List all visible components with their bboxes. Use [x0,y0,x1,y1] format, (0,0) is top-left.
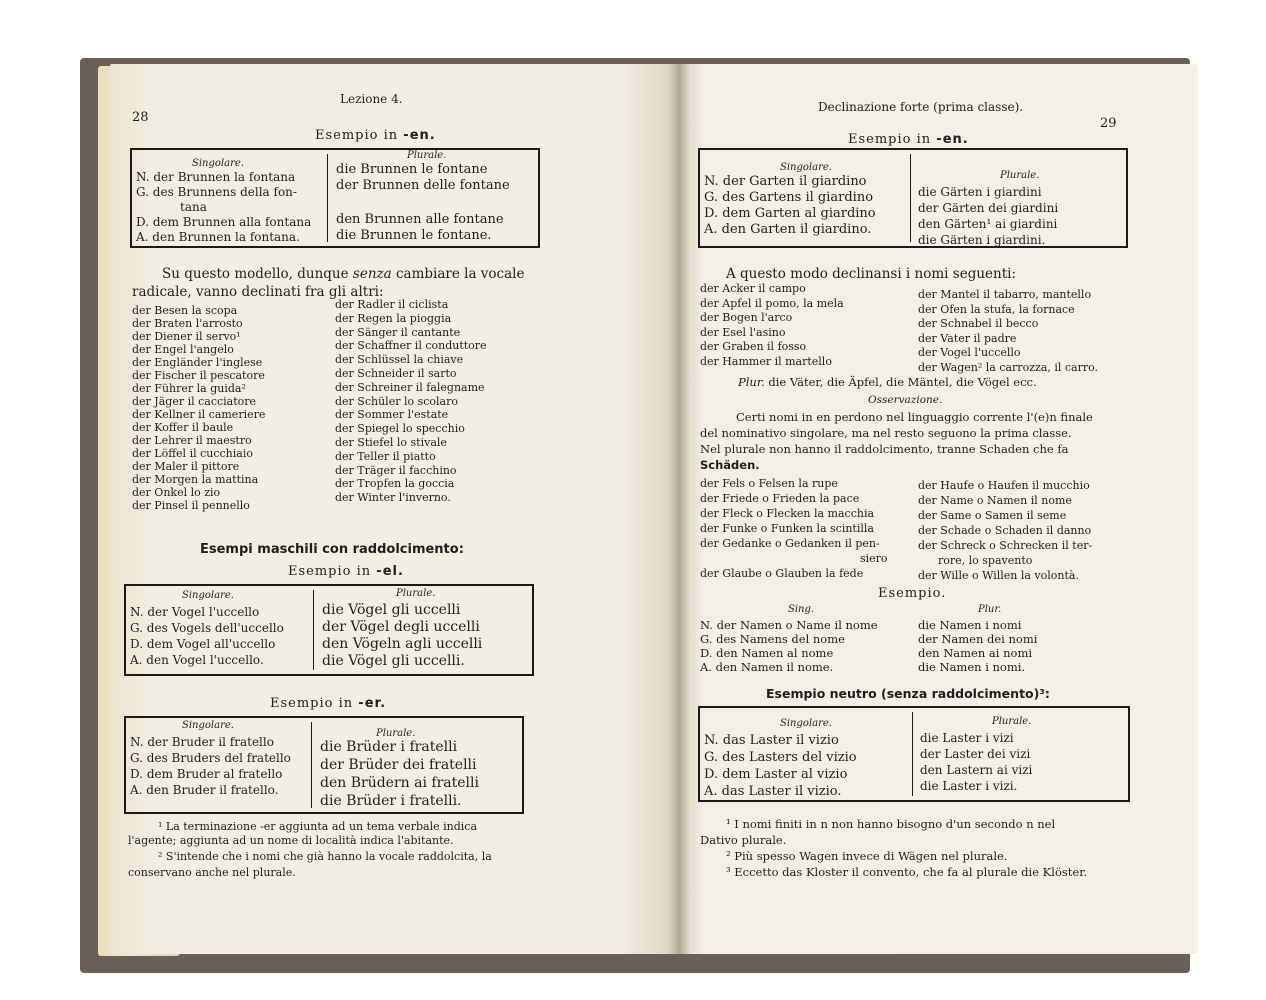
list-item: der Hammer il martello [700,354,832,368]
plural-column [320,738,479,810]
table-cell: die Brunnen le fontane [336,162,488,177]
footnote: ² Più spesso Wagen invece di Wägen nel plurale. [726,849,1008,863]
list-item: der Teller il piatto [335,449,436,463]
list-item: der Onkel lo zio [132,486,221,499]
footnote: ² S'intende che i nomi che già hanno la vocale raddolcita, la [158,850,492,863]
list-item: siero [860,552,888,565]
col-header-singular: Singolare. [192,158,244,169]
list-item: der Schneider il sarto [335,366,457,380]
table-cell: der Brüder dei fratelli [320,757,477,773]
list-item: der Schreck o Schrecken il ter- [918,539,1093,552]
col-header-plural: Plurale. [992,716,1032,727]
list-item: der Spiegel lo specchio [335,422,465,436]
table-cell: den Gärten¹ ai giardini [918,217,1058,231]
example-plural [918,618,1037,674]
list-item: die Namen i nomi [918,618,1022,632]
example-title: Esempio. [878,586,947,601]
noun-list-c [700,476,888,581]
singular-column [704,732,857,800]
table-cell: G. des Gartens il giardino [704,190,874,205]
table-cell: D. dem Garten al giardino [704,206,876,221]
table-cell: tana [180,200,207,214]
list-item: der Braten l'arrosto [132,317,243,330]
col-header-plural: Plurale. [407,150,447,161]
table-cell: G. des Bruders del fratello [130,751,291,765]
list-item: der Sommer l'estate [335,408,449,422]
list-item: der Jäger il cacciatore [132,395,257,408]
paragraph: Su questo modello, dunque senza cambiare la vocale [162,266,525,282]
list-item: der Namen dei nomi [918,632,1038,646]
left-page [110,64,678,954]
list-item: der Kellner il cameriere [132,408,266,421]
list-item: der Name o Namen il nome [918,494,1072,507]
table-cell: der Vögel degli uccelli [322,619,480,635]
list-item: der Lehrer il maestro [132,434,252,447]
noun-list-d [918,478,1092,583]
list-item: der Sänger il cantante [335,325,461,339]
list-item: der Wagen² la carrozza, il carro. [918,360,1099,374]
col-header-singular: Singolare. [780,718,832,729]
paragraph: Schäden. [700,458,760,472]
open-book [70,58,1200,978]
table-cell: A. den Bruder il fratello. [130,783,279,797]
list-item: der Morgen la mattina [132,473,259,486]
col-header-singular: Singolare. [182,590,234,601]
table-cell: A. den Brunnen la fontana. [136,230,300,244]
list-item: N. der Namen o Name il nome [700,618,878,632]
list-item: der Schaffner il conduttore [335,339,487,353]
observation-title: Osservazione. [868,394,943,406]
list-item: der Fels o Felsen la rupe [700,477,838,490]
list-item: der Winter l'inverno. [335,491,451,505]
page-number: 29 [1100,116,1117,131]
table-cell: D. dem Bruder al fratello [130,767,283,781]
list-item: der Schade o Schaden il danno [918,524,1092,537]
list-item: der Diener il servo¹ [132,330,241,343]
declension-table [124,716,524,814]
section-heading: Esempi maschili con raddolcimento: [200,542,464,557]
list-item: der Gedanke o Gedanken il pen- [700,537,880,550]
table-cell: N. das Laster il vizio [704,733,839,748]
table-cell: den Brunnen alle fontane [336,212,504,227]
list-item: der Schlüssel la chiave [335,353,464,367]
list-item: rore, lo spavento [938,554,1033,567]
list-item: der Fleck o Flecken la macchia [700,507,875,520]
section-heading: Esempio neutro (senza raddolcimento)³: [766,686,1050,701]
list-item: der Maler il pittore [132,460,240,473]
plural-column [920,730,1032,794]
table-cell: der Gärten dei giardini [918,201,1059,215]
table-cell: die Gärten i giardini [918,185,1042,199]
table-cell: die Laster i vizi. [920,779,1018,793]
table-cell: die Vögel gli uccelli [322,602,461,618]
table-cell: N. der Brunnen la fontana [136,170,296,184]
list-item: der Vogel l'uccello [918,346,1021,359]
running-header: Declinazione forte (prima classe). [818,100,1024,114]
running-header: Lezione 4. [340,92,403,106]
singular-column [136,170,311,245]
list-item: der Haufe o Haufen il mucchio [918,479,1090,492]
book-gutter [668,64,690,954]
example-title: Esempio in -el. [288,564,404,579]
table-cell: N. der Garten il giardino [704,174,867,189]
paragraph: Certi nomi in en perdono nel linguaggio corrente l'(e)n finale [736,410,1093,424]
list-item: der Tropfen la goccia [335,477,455,491]
noun-list-b [918,288,1098,375]
right-page [678,64,1198,954]
paragraph: del nominativo singolare, ma nel resto seguono la prima classe. [700,426,1072,440]
table-cell: D. dem Vogel all'uccello [130,637,276,651]
paragraph: A questo modo declinansi i nomi seguenti: [726,266,1016,282]
list-item: der Funke o Funken la scintilla [700,522,874,535]
singular-column [130,604,284,668]
table-cell: der Brunnen delle fontane [336,178,510,193]
example-title: Esempio in -en. [848,132,969,147]
table-cell: die Brüder i fratelli [320,739,458,755]
list-item: der Vater il padre [918,331,1017,345]
table-cell: die Gärten i giardini. [918,233,1046,247]
list-item: der Graben il fosso [700,340,807,353]
table-cell: A. das Laster il vizio. [704,784,842,799]
col-header-singular: Sing. [788,604,815,615]
list-item: der Schnabel il becco [918,317,1039,330]
list-item: G. des Namens del nome [700,632,845,646]
list-item: der Ofen la stufa, la fornace [918,302,1075,316]
list-item: der Regen la pioggia [335,311,452,325]
singular-column [704,174,876,238]
table-cell: die Vögel gli uccelli. [322,653,465,669]
list-item: D. den Namen al nome [700,646,834,660]
table-cell: den Vögeln agli uccelli [322,636,483,652]
list-item: der Engel l'angelo [132,343,234,356]
list-item: der Schüler lo scolaro [335,394,458,408]
list-item: der Acker il campo [700,282,806,295]
table-cell: G. des Vogels dell'uccello [130,621,284,635]
list-item: der Glaube o Glauben la fede [700,567,864,580]
list-item: der Mantel il tabarro, mantello [918,288,1092,301]
footnote: conservano anche nel plurale. [128,866,296,879]
list-item: der Stiefel lo stivale [335,435,447,449]
list-item: die Namen i nomi. [918,660,1026,674]
list-item: den Namen ai nomi [918,646,1033,660]
noun-list-a [132,304,265,512]
footnote: ¹ La terminazione -er aggiunta ad un tema verbale indica [158,820,478,833]
table-cell: den Lastern ai vizi [920,763,1033,777]
col-header-plural: Plurale. [396,588,436,599]
list-item: der Schreiner il falegname [335,380,485,394]
footnote: Dativo plurale. [700,833,787,847]
table-cell: den Brüdern ai fratelli [320,775,479,791]
noun-list-b [335,298,487,505]
list-item: der Besen la scopa [132,304,238,317]
col-header-singular: Singolare. [182,720,234,731]
plural-column [322,602,482,670]
list-item: der Engländer l'inglese [132,356,263,369]
declension-table [698,148,1128,248]
plural-column [918,184,1058,248]
col-header-singular: Singolare. [780,162,832,173]
example-title: Esempio in -er. [270,696,387,711]
table-cell: A. den Vogel l'uccello. [130,653,264,667]
list-item: der Träger il facchino [335,463,457,477]
singular-column [130,734,291,798]
list-item: A. den Namen il nome. [700,660,834,674]
footnote: ¹ I nomi finiti in n non hanno bisogno d'un secondo n nel [726,817,1056,831]
declension-table [698,706,1130,802]
table-cell: G. des Lasters del vizio [704,750,857,765]
col-header-plural: Plurale. [1000,170,1040,181]
table-cell: die Laster i vizi [920,731,1014,745]
list-item: der Same o Samen il seme [918,509,1067,522]
list-item: der Pinsel il pennello [132,499,250,512]
table-cell: N. der Bruder il fratello [130,735,274,749]
list-item: der Radler il ciclista [335,298,449,311]
paragraph: Nel plurale non hanno il raddolcimento, tranne Schaden che fa [700,442,1069,456]
plural-column [336,162,510,244]
list-item: der Koffer il baule [132,421,234,434]
table-cell: der Laster dei vizi [920,747,1031,761]
table-cell: D. dem Laster al vizio [704,767,848,782]
list-item: der Friede o Frieden la pace [700,492,860,505]
list-item: der Löffel il cucchiaio [132,447,253,460]
list-item: der Fischer il pescatore [132,369,265,382]
footnote: ³ Eccetto das Kloster il convento, che fa al plurale die Klöster. [726,865,1088,879]
declension-table [124,584,534,676]
table-cell: A. den Garten il giardino. [704,222,872,237]
example-singular [700,618,878,674]
table-cell: G. des Brunnens della fon- [136,185,297,199]
table-cell: N. der Vogel l'uccello [130,605,260,619]
list-item: der Bogen l'arco [700,311,793,324]
table-cell: die Brüder i fratelli. [320,793,462,809]
declension-table [130,148,540,248]
noun-list-a [700,282,844,369]
list-item: der Esel l'asino [700,325,786,339]
footnote: l'agente; aggiunta ad un nome di località indica l'abitante. [128,834,454,847]
list-item: der Wille o Willen la volontà. [918,569,1079,582]
col-header-plural: Plurale. [376,728,416,739]
table-cell: D. dem Brunnen alla fontana [136,215,312,229]
list-item: der Apfel il pomo, la mela [700,296,844,310]
plural-forms-line: Plur. die Väter, die Äpfel, die Mäntel, die Vögel ecc. [738,375,1037,389]
list-item: der Führer la guida² [132,382,246,395]
example-title: Esempio in -en. [315,128,436,143]
col-header-plural: Plur. [978,604,1002,615]
page-number: 28 [132,110,149,125]
paragraph: radicale, vanno declinati fra gli altri: [132,284,384,300]
table-cell: die Brunnen le fontane. [336,228,492,243]
